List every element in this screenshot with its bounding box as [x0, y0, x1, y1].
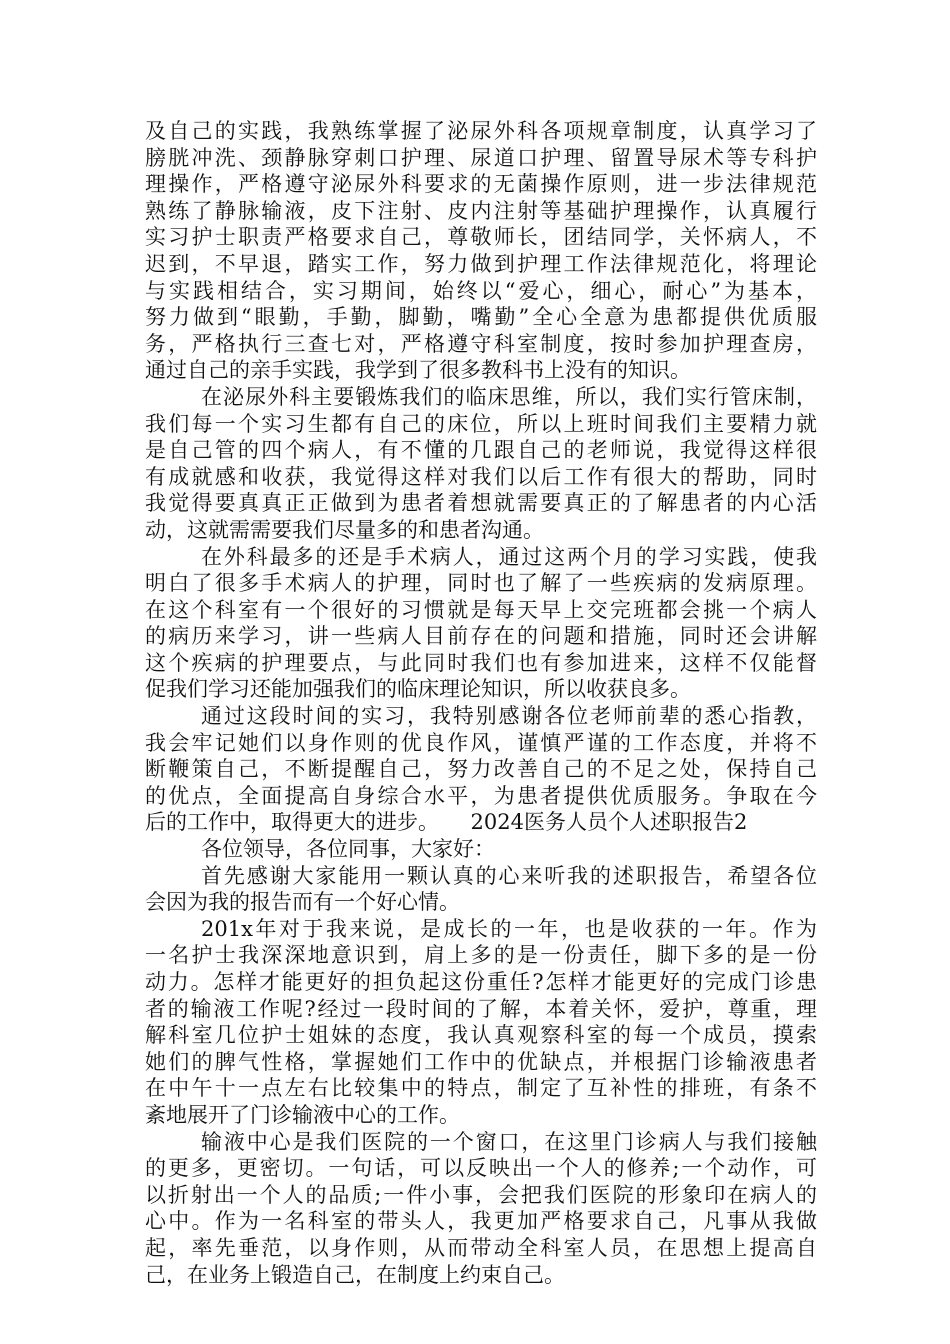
text-line: 断鞭策自己，不断提醒自己，努力改善自己的不足之处，保持自己 [145, 757, 817, 782]
text-line: 解科室几位护士姐妹的态度，我认真观察科室的每一个成员，摸索 [145, 1023, 817, 1048]
paragraph-year-growth [145, 916, 817, 1129]
text-line: 通过这段时间的实习，我特别感谢各位老师前辈的悉心指教， [201, 704, 817, 729]
text-line: 在中午十一点左右比较集中的特点，制定了互补性的排班，有条不 [145, 1076, 817, 1101]
text-line: 动，这就需需要我们尽量多的和患者沟通。 [145, 517, 544, 542]
text-line: 在泌尿外科主要锻炼我们的临床思维，所以，我们实行管床制， [201, 384, 817, 409]
text-line: 我会牢记她们以身作则的优良作风，谨慎严谨的工作态度，并将不 [145, 730, 817, 755]
text-line: 紊地展开了门诊输液中心的工作。 [145, 1102, 460, 1127]
text-line: 己，在业务上锻造自己，在制度上约束自己。 [145, 1262, 565, 1287]
paragraph-thanks-teachers [145, 703, 817, 836]
text-line: 理操作，严格遵守泌尿外科要求的无菌操作原则，进一步法律规范 [145, 172, 817, 197]
paragraph-internship-practice [145, 118, 817, 384]
text-line: 与实践相结合，实习期间，始终以“爱心，细心，耐心”为基本， [145, 278, 817, 303]
text-line: 努力做到“眼勤，手勤，脚勤，嘴勤”全心全意为患都提供优质服 [145, 305, 817, 330]
text-line: 我觉得要真真正正做到为患者着想就需要真正的了解患者的内心活 [145, 491, 817, 516]
paragraph-greeting [145, 836, 817, 863]
text-line: 在这个科室有一个很好的习惯就是每天早上交完班都会挑一个病人 [145, 597, 817, 622]
text-line: 起，率先垂范，以身作则，从而带动全科室人员，在思想上提高自 [145, 1235, 817, 1260]
text-line: 201x年对于我来说，是成长的一年，也是收获的一年。作为 [201, 916, 817, 941]
text-line: 以折射出一个人的品质;一件小事，会把我们医院的形象印在病人的 [145, 1182, 817, 1207]
text-line: 动力。怎样才能更好的担负起这份重任?怎样才能更好的完成门诊患 [145, 970, 817, 994]
text-line: 后的工作中，取得更大的进步。 2024医务人员个人述职报告2 [145, 810, 748, 835]
text-line: 及自己的实践，我熟练掌握了泌尿外科各项规章制度，认真学习了 [145, 119, 817, 143]
text-line: 心中。作为一名科室的带头人，我更加严格要求自己，凡事从我做 [145, 1209, 817, 1234]
text-line: 首先感谢大家能用一颗认真的心来听我的述职报告，希望各位 [201, 863, 817, 888]
text-line: 的病历来学习，讲一些病人目前存在的问题和措施，同时还会讲解 [145, 624, 817, 649]
text-line: 的优点，全面提高自身综合水平，为患者提供优质服务。争取在今 [145, 783, 817, 808]
paragraph-opening-thanks [145, 863, 817, 916]
text-line: 促我们学习还能加强我们的临床理论知识，所以收获良多。 [145, 677, 691, 702]
text-line: 各位领导，各位同事，大家好： [201, 837, 495, 862]
text-line: 我们每一个实习生都有自己的床位，所以上班时间我们主要精力就 [145, 411, 817, 436]
text-line: 明白了很多手术病人的护理，同时也了解了一些疾病的发病原理。 [145, 571, 817, 596]
text-line: 这个疾病的护理要点，与此同时我们也有参加进来，这样不仅能督 [145, 650, 817, 675]
text-line: 实习护士职责严格要求自己，尊敬师长，团结同学，关怀病人，不 [145, 225, 817, 250]
paragraph-infusion-center [145, 1129, 817, 1289]
text-line: 的更多，更密切。一句话，可以反映出一个人的修养;一个动作，可 [145, 1156, 817, 1181]
text-line: 熟练了静脉输液，皮下注射、皮内注射等基础护理操作，认真履行 [145, 198, 817, 223]
paragraph-clinical-thinking [145, 384, 817, 544]
text-line: 在外科最多的还是手术病人，通过这两个月的学习实践，使我 [201, 544, 817, 569]
text-line: 她们的脾气性格，掌握她们工作中的优缺点，并根据门诊输液患者 [145, 1049, 817, 1074]
text-line: 一名护士我深深地意识到，肩上多的是一份责任，脚下多的是一份 [145, 943, 817, 968]
text-line: 是自己管的四个病人，有不懂的几跟自己的老师说，我觉得这样很 [145, 438, 817, 463]
paragraph-surgical-patients [145, 544, 817, 704]
text-line: 会因为我的报告而有一个好心情。 [145, 890, 460, 915]
text-line: 务，严格执行三查七对，严格遵守科室制度，按时参加护理查房， [145, 331, 817, 356]
text-line: 通过自己的亲手实践，我学到了很多教科书上没有的知识。 [145, 358, 691, 383]
text-line: 膀胱冲洗、颈静脉穿刺口护理、尿道口护理、留置导尿术等专科护 [145, 145, 817, 170]
text-line: 有成就感和收获，我觉得这样对我们以后工作有很大的帮助，同时 [145, 464, 817, 489]
document-body [145, 118, 817, 1288]
text-line: 迟到，不早退，踏实工作，努力做到护理工作法律规范化，将理论 [145, 251, 817, 276]
text-line: 输液中心是我们医院的一个窗口，在这里门诊病人与我们接触 [201, 1129, 817, 1154]
text-line: 者的输液工作呢?经过一段时间的了解，本着关怀，爱护，尊重，理 [145, 996, 817, 1021]
